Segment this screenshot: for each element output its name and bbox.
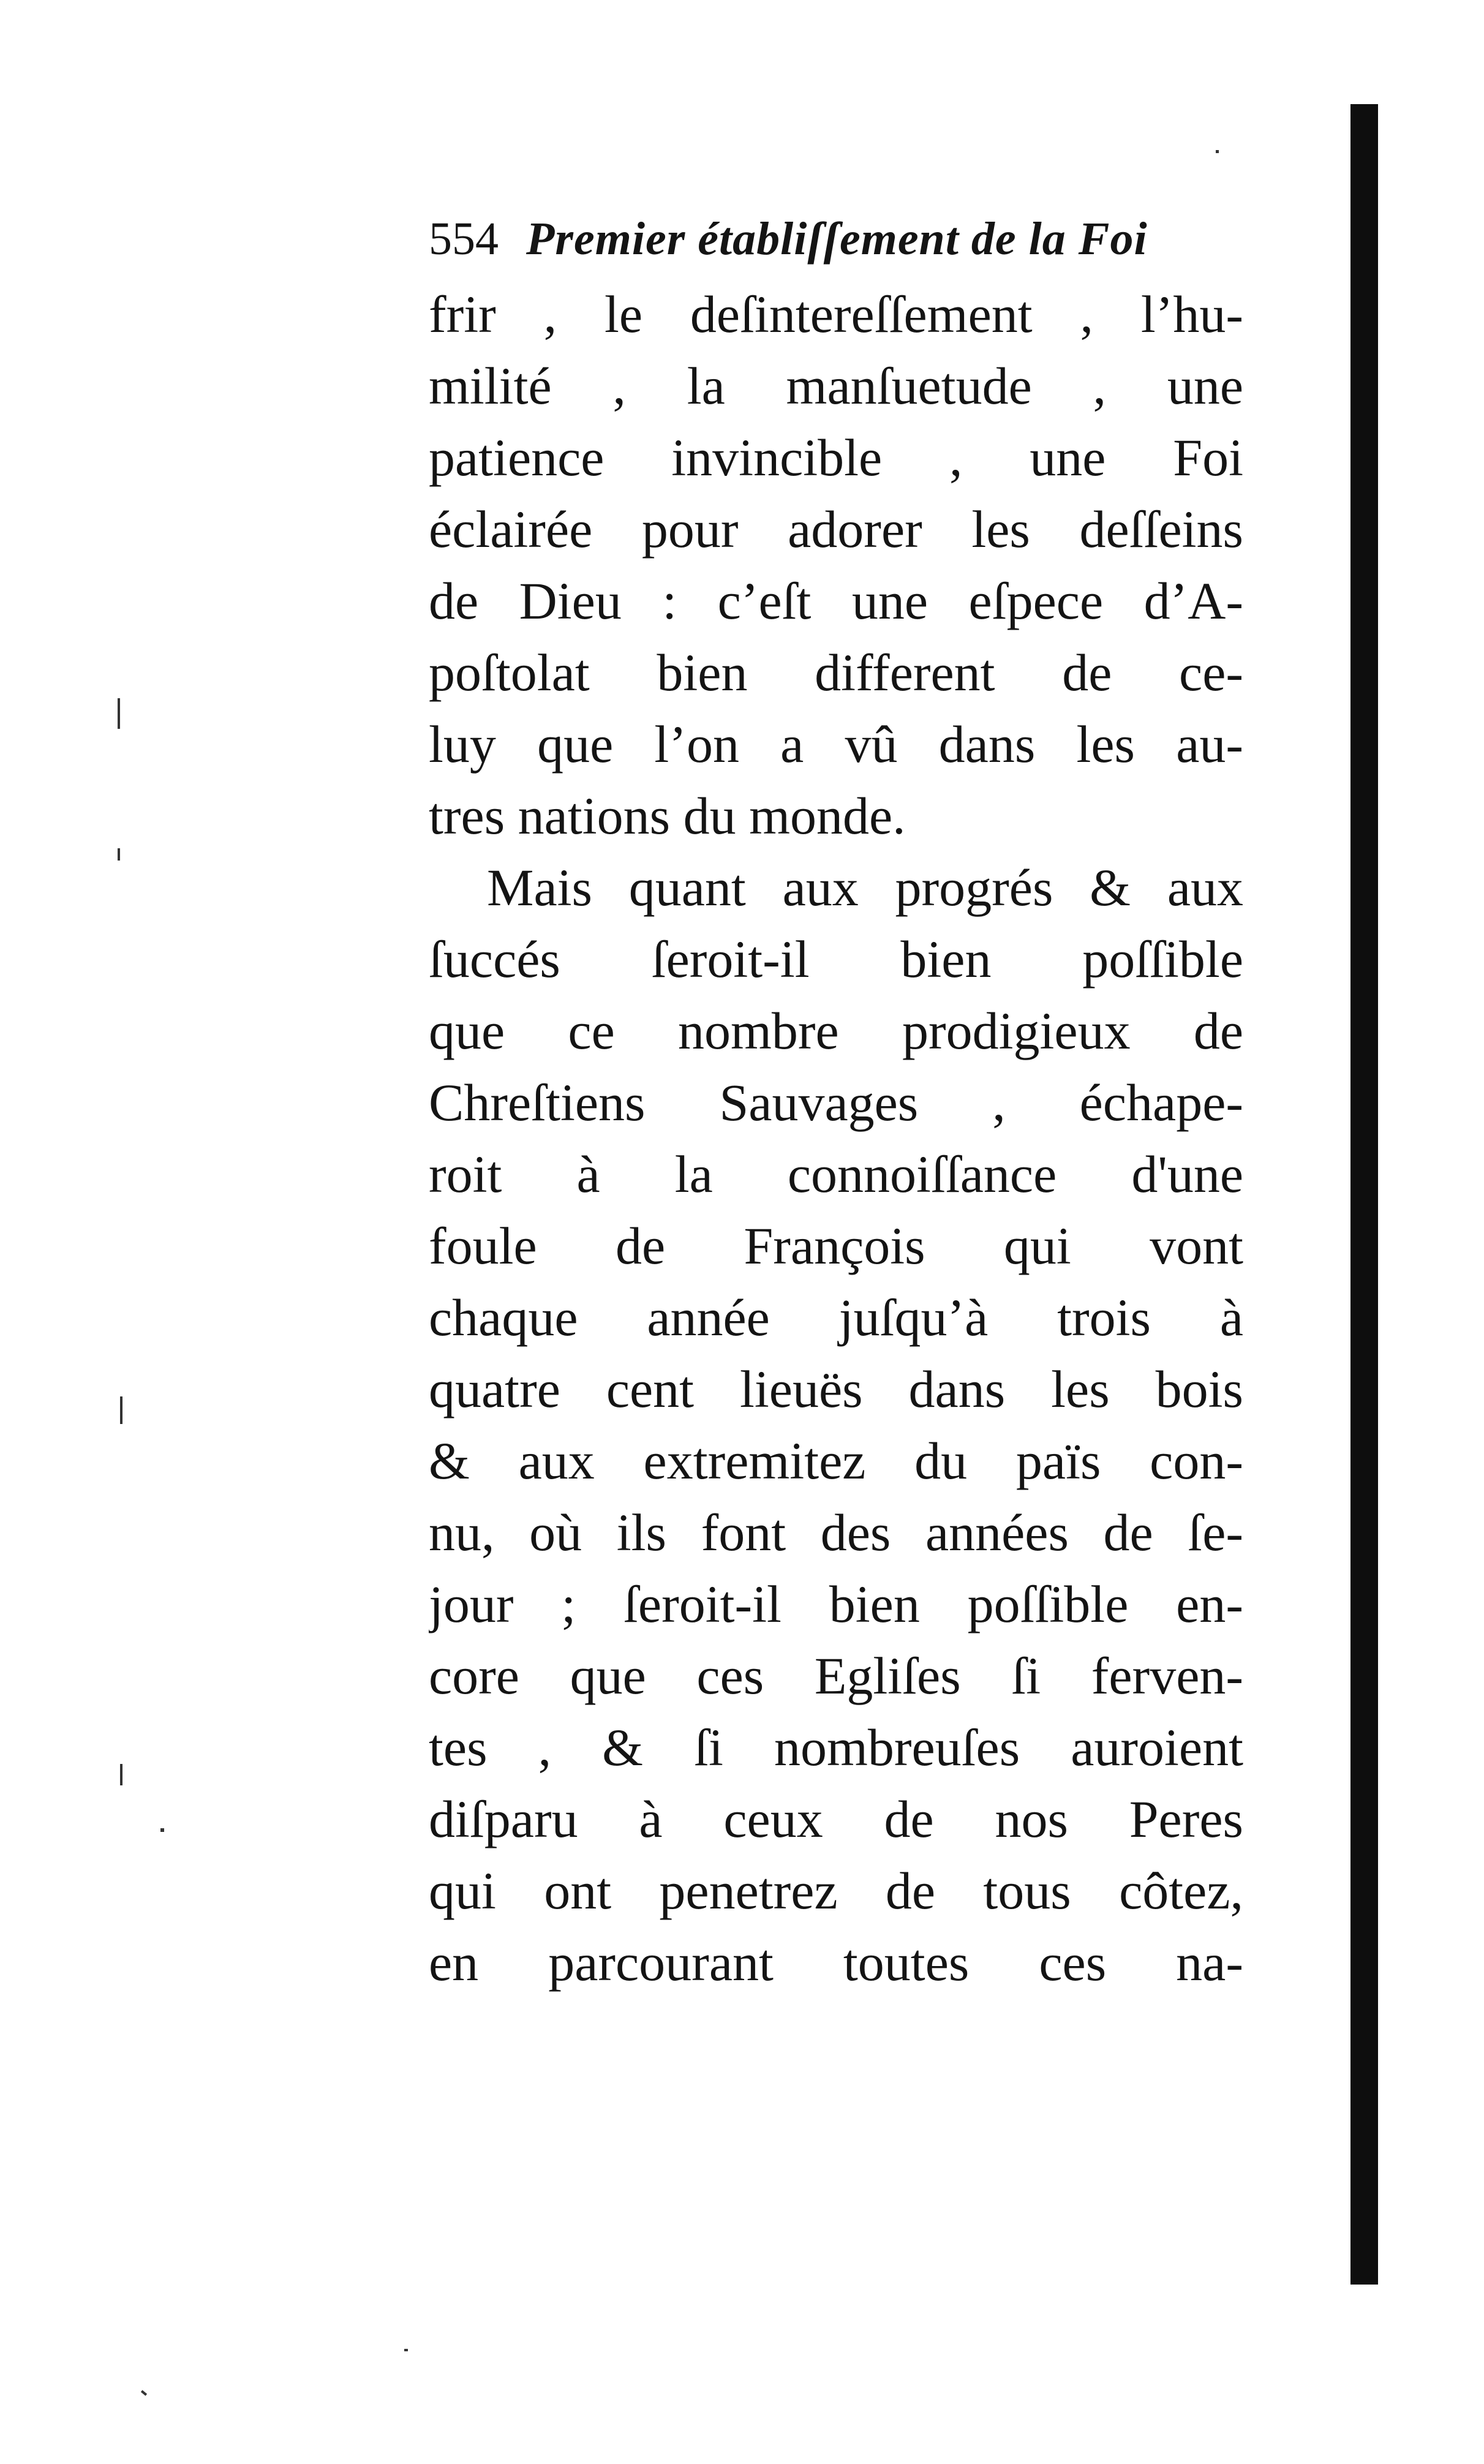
text-line: poſtolat bien different de ce-	[429, 643, 1243, 702]
paragraph-1	[429, 279, 1243, 852]
scan-speck	[404, 2349, 408, 2351]
text-line: Chreſtiens Sauvages , échape-	[429, 1073, 1243, 1132]
text-line: luy que l’on a vû dans les au-	[429, 715, 1243, 774]
text-line: patience invincible , une Foi	[429, 428, 1243, 487]
page-number: 554	[429, 213, 499, 265]
paragraph-2	[429, 852, 1243, 1999]
text-line: diſparu à ceux de nos Peres	[429, 1790, 1243, 1848]
body-text	[429, 279, 1243, 1999]
scan-speck	[160, 1828, 164, 1832]
text-line: qui ont penetrez de tous côtez,	[429, 1861, 1243, 1920]
text-line: tes , & ſi nombreuſes auroient	[429, 1718, 1243, 1777]
text-line: & aux extremitez du païs con-	[429, 1431, 1243, 1490]
text-line: foule de François qui vont	[429, 1216, 1243, 1275]
text-line: nu, où ils font des années de ſe-	[429, 1503, 1243, 1562]
text-line: frir , le deſintereſſement , l’hu-	[429, 285, 1243, 344]
running-head: Premier établiſſement de la Foi	[526, 213, 1148, 265]
text-line: core que ces Egliſes ſi ferven-	[429, 1646, 1243, 1705]
scan-speck	[120, 1764, 122, 1785]
scan-speck	[118, 698, 120, 729]
scan-speck	[141, 2390, 147, 2395]
text-line: éclairée pour adorer les deſſeins	[429, 500, 1243, 559]
text-line: chaque année juſqu’à trois à	[429, 1288, 1243, 1347]
text-line: milité , la manſuetude , une	[429, 356, 1243, 415]
text-line: en parcourant toutes ces na-	[429, 1933, 1243, 1992]
text-line: ſuccés ſeroit-il bien poſſible	[429, 930, 1243, 989]
text-line: tres nations du monde.	[429, 786, 906, 845]
scan-speck	[1216, 150, 1219, 153]
scan-speck	[118, 848, 120, 861]
text-line: que ce nombre prodigieux de	[429, 1001, 1243, 1060]
text-line: Mais quant aux progrés & aux	[487, 858, 1243, 917]
page-edge-shadow	[1350, 104, 1378, 2285]
text-line: quatre cent lieuës dans les bois	[429, 1360, 1243, 1418]
text-line: de Dieu : c’eſt une eſpece d’A-	[429, 571, 1243, 630]
page-header	[429, 208, 1243, 288]
scan-speck	[120, 1396, 122, 1424]
text-line: jour ; ſeroit-il bien poſſible en-	[429, 1575, 1243, 1633]
text-line: roit à la connoiſſance d'une	[429, 1145, 1243, 1204]
